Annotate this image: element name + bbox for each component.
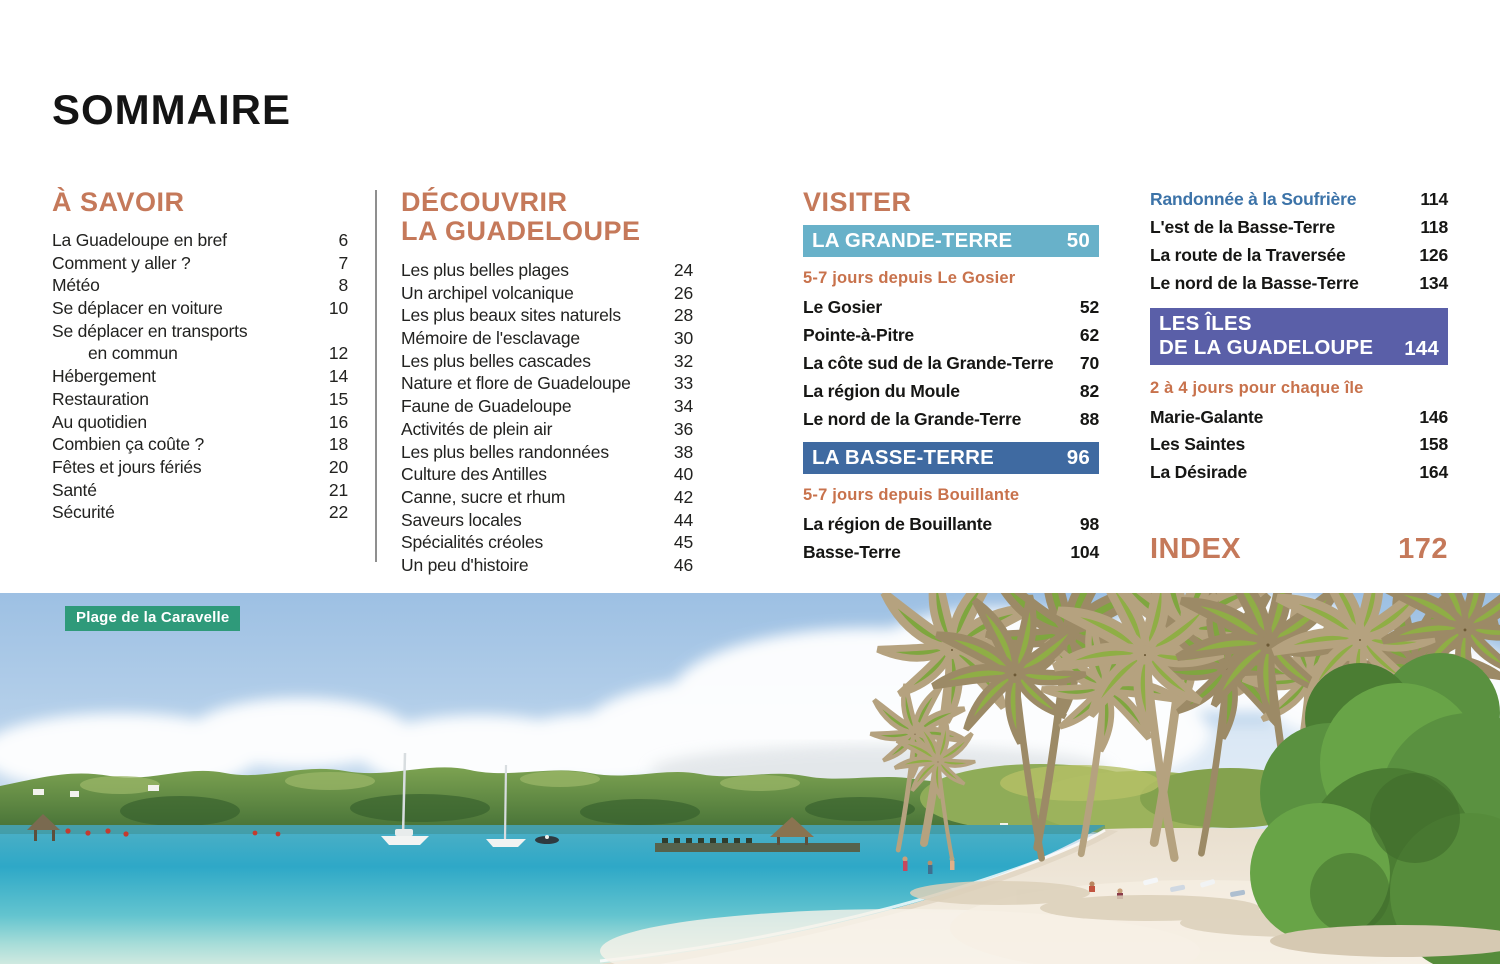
toc-row: [1150, 459, 1448, 487]
index-label: INDEX: [1150, 533, 1242, 566]
toc-entry-page: 82: [1079, 380, 1099, 401]
column-visiter: [803, 188, 1099, 567]
toc-entry-label: La région du Moule: [803, 380, 960, 401]
toc-entry-label: Culture des Antilles: [401, 464, 547, 485]
toc-entry-label: en commun: [88, 343, 178, 364]
heading-line2: LA GUADELOUPE: [401, 216, 641, 246]
toc-entry-label: Comment y aller ?: [52, 252, 191, 273]
toc-entry-label: Se déplacer en voiture: [52, 298, 223, 319]
toc-entry-label: Pointe-à-Pitre: [803, 324, 914, 345]
index-page: 172: [1398, 533, 1448, 566]
toc-entry-label: Se déplacer en transports: [52, 320, 248, 341]
toc-entry-label: La côte sud de la Grande-Terre: [803, 352, 1054, 373]
banner-page: 50: [1066, 229, 1090, 252]
toc-entry-label: Les plus belles plages: [401, 260, 569, 280]
toc-row: [1150, 186, 1448, 214]
toc-entry-page: 88: [1079, 408, 1099, 429]
iles-list: [1150, 404, 1448, 488]
toc-entry-label: Les plus beaux sites naturels: [401, 305, 621, 326]
toc-entry-label: Les Saintes: [1150, 434, 1246, 455]
toc-entry-page: 118: [1420, 216, 1448, 237]
toc-row: [803, 378, 1099, 406]
toc-row: [401, 554, 693, 577]
toc-entry-page: 26: [673, 282, 693, 303]
toc-row: [401, 259, 693, 282]
toc-entry-page: 33: [673, 373, 693, 394]
banner-page: 144: [1404, 336, 1439, 360]
a-savoir-list: [52, 229, 348, 524]
toc-entry-page: 15: [328, 388, 348, 409]
column-decouvrir: [401, 188, 693, 577]
toc-entry-label: Mémoire de l'esclavage: [401, 328, 580, 349]
toc-entry-page: 46: [673, 554, 693, 575]
toc-row: [401, 372, 693, 395]
toc-entry-label: La Guadeloupe en bref: [52, 230, 227, 250]
banner-label: LA BASSE-TERRE: [812, 446, 994, 470]
banner-label: LA GRANDE-TERRE: [812, 229, 1013, 252]
toc-row: [401, 304, 693, 327]
toc-row: [52, 252, 348, 275]
toc-row: [52, 456, 348, 479]
toc-entry-page: 36: [673, 418, 693, 439]
toc-entry-page: 114: [1420, 189, 1448, 209]
toc-row: [52, 297, 348, 320]
toc-entry-label: Sécurité: [52, 502, 115, 523]
toc-entry-label: Les plus belles randonnées: [401, 441, 609, 462]
toc-row: [401, 463, 693, 486]
toc-entry-page: 28: [673, 305, 693, 326]
banner-basse-terre: [803, 442, 1099, 474]
toc-entry-page: 30: [673, 328, 693, 349]
toc-row: [803, 511, 1099, 539]
index-entry: [1150, 533, 1448, 566]
section-heading-decouvrir: [401, 188, 693, 246]
toc-row: [1150, 431, 1448, 459]
toc-entry-page: 62: [1079, 324, 1099, 345]
toc-row: [52, 433, 348, 456]
toc-entry-page: 16: [328, 411, 348, 432]
banner-les-iles: [1150, 308, 1448, 365]
toc-entry-page: 70: [1079, 352, 1099, 373]
toc-entry-label: Hébergement: [52, 366, 156, 387]
toc-entry-page: 18: [328, 434, 348, 455]
toc-row: [401, 350, 693, 373]
toc-entry-page: 8: [338, 275, 348, 296]
toc-row: [52, 501, 348, 524]
toc-row: [803, 322, 1099, 350]
toc-row: [52, 365, 348, 388]
toc-row: [52, 411, 348, 434]
toc-row: [52, 342, 348, 365]
toc-row: [803, 539, 1099, 567]
toc-row: [803, 350, 1099, 378]
toc-entry-page: 52: [1079, 297, 1099, 317]
toc-row: [401, 531, 693, 554]
basse-terre-list: [803, 511, 1099, 567]
toc-entry-label: Spécialités créoles: [401, 532, 544, 553]
toc-entry-label: Marie-Galante: [1150, 406, 1264, 427]
page-title: SOMMAIRE: [52, 86, 291, 133]
heading-line1: DÉCOUVRIR: [401, 187, 568, 217]
toc-row: [401, 418, 693, 441]
toc-row: [401, 282, 693, 305]
toc-row: [1150, 242, 1448, 270]
basse-terre-suite-list: [1150, 186, 1448, 298]
banner-label: [1159, 312, 1373, 360]
toc-entry-page: 104: [1070, 542, 1099, 563]
subheading-gosier: 5-7 jours depuis Le Gosier: [803, 269, 1016, 287]
toc-row: [401, 441, 693, 464]
toc-entry-label: Activités de plein air: [401, 418, 553, 439]
toc-entry-label: Restauration: [52, 388, 149, 409]
toc-entry-label: Le Gosier: [803, 297, 882, 317]
banner-line2: DE LA GUADELOUPE: [1159, 335, 1374, 359]
toc-entry-page: 126: [1419, 244, 1448, 265]
toc-row: [52, 388, 348, 411]
toc-entry-page: 24: [673, 260, 693, 280]
banner-page: 96: [1066, 446, 1090, 470]
toc-row: [52, 229, 348, 252]
toc-entry-page: 38: [673, 441, 693, 462]
toc-entry-label: Le nord de la Grande-Terre: [803, 408, 1022, 429]
toc-row: [401, 395, 693, 418]
subheading-chaque-ile: 2 à 4 jours pour chaque île: [1150, 378, 1364, 397]
photo-caption-badge: Plage de la Caravelle: [65, 606, 240, 631]
toc-entry-page: 20: [328, 456, 348, 477]
banner-line1: LES ÎLES: [1159, 311, 1252, 335]
toc-entry-label: Saveurs locales: [401, 509, 522, 530]
toc-entry-label: Combien ça coûte ?: [52, 434, 205, 455]
toc-row: [803, 294, 1099, 322]
toc-entry-label: La Désirade: [1150, 462, 1248, 483]
toc-row: [803, 406, 1099, 434]
toc-entry-label: Randonnée à la Soufrière: [1150, 189, 1357, 209]
grande-terre-list: [803, 294, 1099, 433]
toc-entry-page: 32: [673, 350, 693, 371]
toc-row: [52, 274, 348, 297]
toc-entry-page: 12: [328, 343, 348, 364]
beach-photo: [0, 593, 1500, 964]
toc-entry-label: La région de Bouillante: [803, 514, 992, 535]
toc-entry-label: L'est de la Basse-Terre: [1150, 216, 1336, 237]
toc-entry-label: Canne, sucre et rhum: [401, 486, 566, 507]
toc-entry-label: Au quotidien: [52, 411, 147, 432]
section-heading-a-savoir: À SAVOIR: [52, 187, 185, 217]
toc-entry-page: 14: [328, 366, 348, 387]
toc-entry-label: Météo: [52, 275, 100, 296]
column-divider: [375, 190, 377, 562]
section-heading-visiter: VISITER: [803, 187, 912, 217]
toc-entry-page: 7: [338, 252, 348, 273]
toc-entry-label: Un peu d'histoire: [401, 554, 529, 575]
toc-entry-page: 146: [1419, 406, 1448, 427]
banner-grande-terre: [803, 225, 1099, 257]
toc-entry-page: 42: [673, 486, 693, 507]
toc-row: [401, 327, 693, 350]
toc-entry-label: Nature et flore de Guadeloupe: [401, 373, 631, 394]
toc-row: [1150, 404, 1448, 432]
beach-photo-illustration: [0, 593, 1500, 964]
toc-entry-label: Fêtes et jours fériés: [52, 456, 202, 477]
toc-entry-page: 34: [673, 396, 693, 417]
toc-entry-page: 164: [1419, 462, 1448, 483]
toc-row: [401, 509, 693, 532]
toc-entry-page: 158: [1419, 434, 1448, 455]
toc-row: [401, 486, 693, 509]
toc-entry-page: 22: [328, 502, 348, 523]
toc-row: [52, 479, 348, 502]
toc-entry-label: Le nord de la Basse-Terre: [1150, 272, 1359, 293]
toc-entry-page: 10: [328, 298, 348, 319]
toc-entry-label: Faune de Guadeloupe: [401, 396, 572, 417]
decouvrir-list: [401, 259, 693, 577]
column-iles: [1150, 186, 1448, 566]
column-a-savoir: [52, 188, 348, 524]
toc-entry-label: Les plus belles cascades: [401, 350, 591, 371]
toc-entry-page: 45: [673, 532, 693, 553]
toc-entry-page: 21: [328, 479, 348, 500]
toc-entry-label: Un archipel volcanique: [401, 282, 574, 303]
toc-entry-label: Santé: [52, 479, 97, 500]
toc-entry-page: 134: [1419, 272, 1448, 293]
toc-entry-page: 6: [338, 230, 348, 250]
subheading-bouillante: 5-7 jours depuis Bouillante: [803, 486, 1020, 505]
toc-row: [1150, 214, 1448, 242]
toc-entry-page: 98: [1079, 514, 1099, 535]
toc-entry-page: 44: [673, 509, 693, 530]
toc-row: [52, 320, 348, 343]
toc-entry-label: Basse-Terre: [803, 542, 901, 563]
toc-row: [1150, 270, 1448, 298]
toc-entry-label: La route de la Traversée: [1150, 244, 1346, 265]
toc-entry-page: 40: [673, 464, 693, 485]
